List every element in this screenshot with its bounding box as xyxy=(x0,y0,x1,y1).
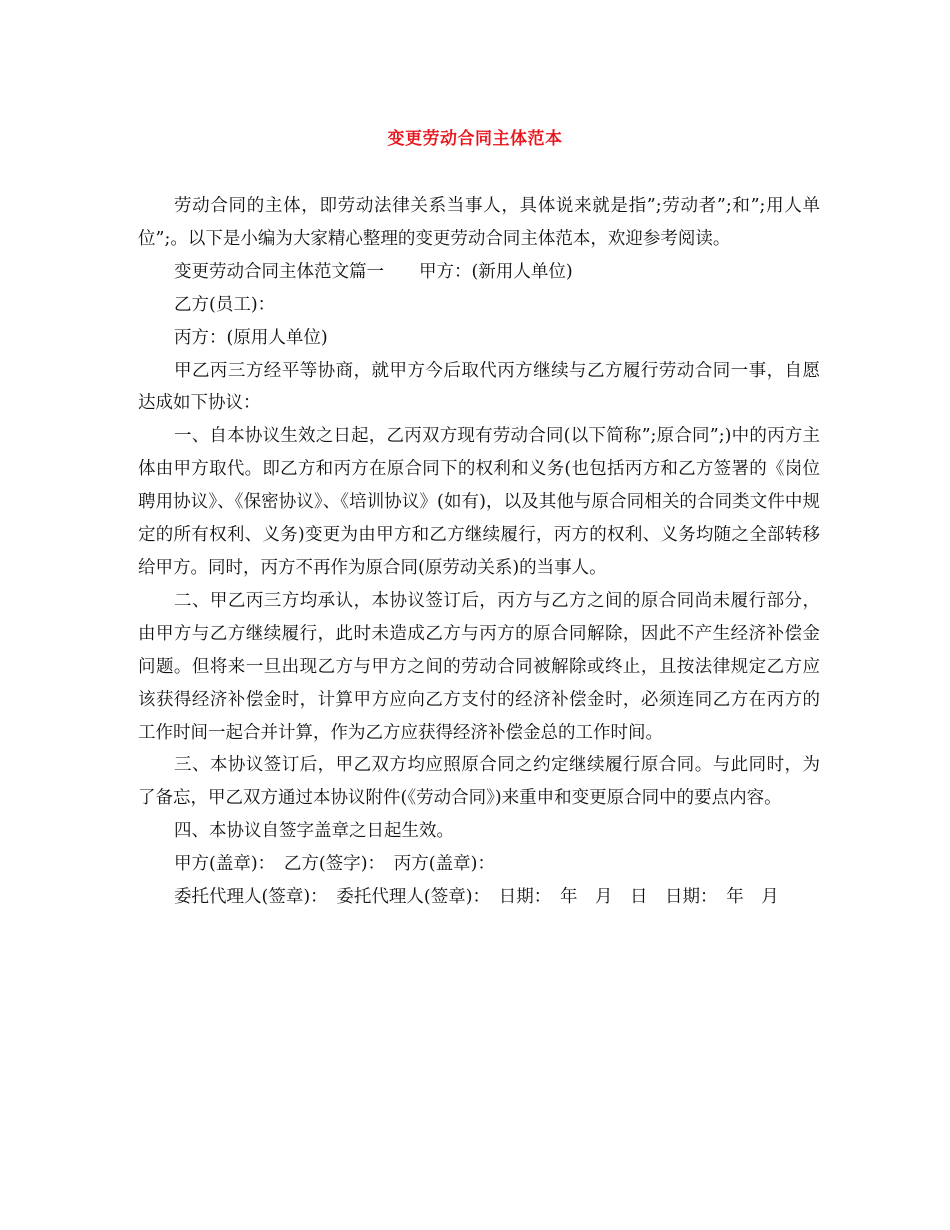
agent-date-line: 委托代理人(签章)： 委托代理人(签章)： 日期： 年 月 日 日期： 年 月 xyxy=(174,887,779,908)
signature-line: 甲方(盖章)： 乙方(签字)： 丙方(盖章)： xyxy=(174,854,495,875)
preamble-paragraph: 甲乙丙三方经平等协商，就甲方今后取代丙方继续与乙方履行劳动合同一事，自愿达成如下协议： xyxy=(138,360,820,414)
clause-4: 四、本协议自签字盖章之日起生效。 xyxy=(174,821,454,842)
intro-paragraph: 劳动合同的主体，即劳动法律关系当事人，具体说来就是指”;劳动者”;和”;用人单位”;。以下是小编为大家精心整理的变更劳动合同主体范本，欢迎参考阅读。 xyxy=(138,196,820,249)
clause-3: 三、本协议签订后，甲乙双方均应照原合同之约定继续履行原合同。与此同时，为了备忘，甲乙双方通过本协议附件(《劳动合同》)来重申和变更原合同中的要点内容。 xyxy=(138,755,820,809)
clause-2: 二、甲乙丙三方均承认，本协议签订后，丙方与乙方之间的原合同尚未履行部分，由甲方与乙方继续履行，此时未造成乙方与丙方的原合同解除，因此不产生经济补偿金问题。但将来一旦出现乙方与甲方之间的劳动合同被解除或终止，且按法律规定乙方应该获得经济补偿金时，计算甲方应向乙方支付的经济补偿金时，必须连同乙方在丙方的工作时间一起合并计算，作为乙方应获得经济补偿金总的工作时间。 xyxy=(138,590,820,743)
party-b-line: 乙方(员工)： xyxy=(174,294,276,315)
document-body xyxy=(138,190,820,914)
clause-1: 一、自本协议生效之日起，乙丙双方现有劳动合同(以下简称”;原合同”;)中的丙方主体由甲方取代。即乙方和丙方在原合同下的权利和义务(也包括丙方和乙方签署的《岗位聘用协议》、《保密协议》、《培训协议》(如有)，以及其他与原合同相关的合同类文件中规定的所有权利、义务)变更为由甲方和乙方继续履行，丙方的权利、义务均随之全部转移给甲方。同时，丙方不再作为原合同(原劳动关系)的当事人。 xyxy=(138,426,820,578)
document-title: 变更劳动合同主体范本 xyxy=(387,129,563,149)
party-c-line: 丙方：(原用人单位) xyxy=(174,327,328,348)
sample-heading-party-a: 变更劳动合同主体范文篇一 甲方：(新用人单位) xyxy=(174,261,573,282)
